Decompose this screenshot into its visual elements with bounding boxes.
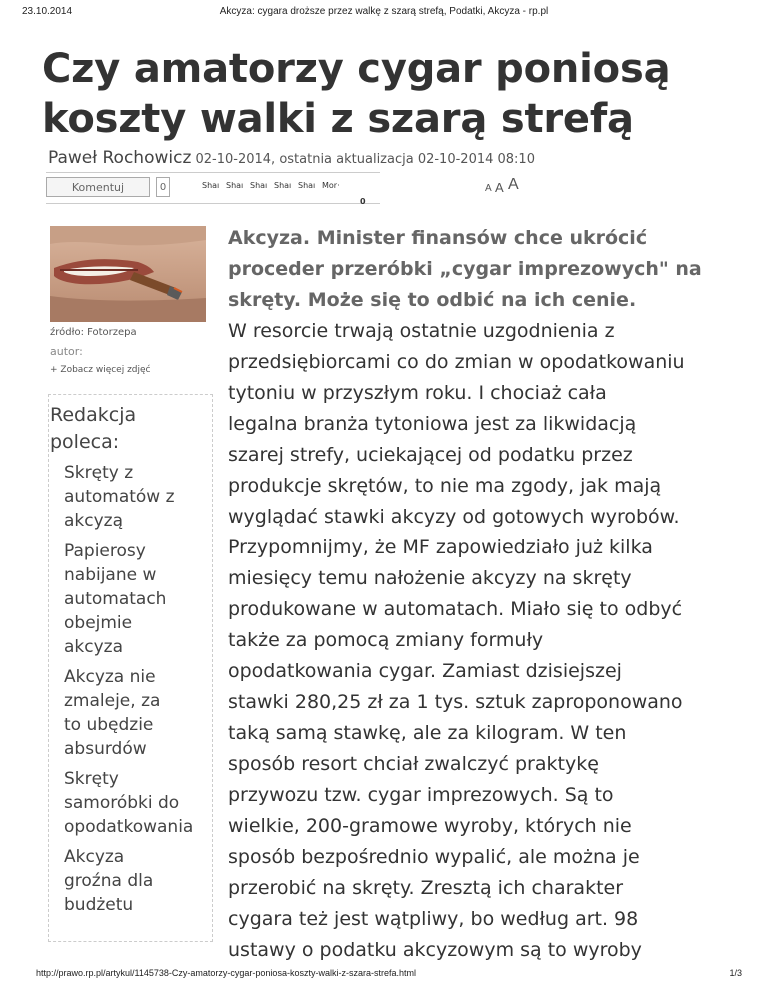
recommended-link[interactable]: Skręty z automatów z akcyzą	[64, 463, 175, 531]
comment-button[interactable]: Komentuj	[46, 177, 150, 197]
article-title-line: koszty walki z szarą strefą	[42, 96, 634, 142]
more-share-button[interactable]: Mor·	[322, 181, 340, 190]
toolbar-divider	[46, 172, 380, 173]
print-url: http://prawo.rp.pl/artykul/1145738-Czy-amatorzy-cygar-poniosa-koszty-walki-z-szara-strefa.html	[36, 968, 416, 978]
photo-source: źródło: Fotorzepa	[50, 327, 137, 338]
article-title	[42, 44, 742, 144]
toolbar-divider	[46, 203, 380, 204]
print-page-title: Akcyza: cygara droższe przez walkę z szarą strefą, Podatki, Akcyza - rp.pl	[219, 6, 549, 17]
recommended-list	[64, 461, 193, 923]
share-button[interactable]: Shaı	[250, 181, 268, 190]
article-title-line: Czy amatorzy cygar poniosą	[42, 46, 671, 92]
print-page-number: 1/3	[729, 968, 742, 978]
share-button[interactable]: Shaı	[274, 181, 292, 190]
font-size-small-button[interactable]: A	[485, 183, 492, 194]
article-lead: Akcyza. Minister finansów chce ukrócić proceder przeróbki „cygar imprezowych" na skręty. Może się to odbić na ich cenie.	[228, 227, 702, 311]
share-button[interactable]: Shaı	[298, 181, 316, 190]
photo-author-label: autor:	[50, 345, 83, 358]
share-count: 0	[360, 197, 366, 206]
article-photo[interactable]	[50, 226, 206, 322]
recommended-link[interactable]: Akcyza nie zmaleje, za to ubędzie absurdów	[64, 667, 161, 759]
recommended-title: Redakcja poleca:	[50, 404, 137, 453]
smoking-man-image	[50, 226, 206, 322]
article-paragraph: W resorcie trwają ostatnie uzgodnienia z przedsiębiorcami co do zmian w opodatkowaniu tytoniu w przyszłym roku. I chociaż cała legalna branża tytoniowa jest za likwidacją szarej strefy, uciekającej od podatku przez produkcje skrętów, to nie ma zgody, jak mają wyglądać stawki akcyzy od gotowych wyrobów.	[228, 320, 685, 528]
article-dates: 02-10-2014, ostatnia aktualizacja 02-10-2014 08:10	[191, 152, 535, 167]
byline	[48, 148, 535, 168]
comment-count[interactable]: 0	[156, 177, 170, 197]
font-size-medium-button[interactable]: A	[495, 180, 504, 195]
article-paragraph: Przypomnijmy, że MF zapowiedziało już kilka miesięcy temu nałożenie akcyzy na skręty produkowane w automatach. Miało się to odbyć także za pomocą zmiany formuły opodatkowania cygar. Zamiast dzisiejszej stawki 280,25 zł za 1 tys. sztuk zaproponowano taką samą stawkę, ale za kilogram. W ten sposób resort chciał zwalczyć praktykę przywozu tzw. cygar imprezowych. Są to wielkie, 200-gramowe wyroby, których nie sposób bezpośrednio wypalić, ale można je przerobić na skręty. Zresztą ich charakter cygara też jest wątpliwy, bo według art. 98 ustawy o podatku akcyzowym są to wyroby	[228, 536, 683, 961]
share-button[interactable]: Shaı	[226, 181, 244, 190]
author-name[interactable]: Paweł Rochowicz	[48, 148, 192, 168]
print-date: 23.10.2014	[22, 6, 73, 17]
font-size-large-button[interactable]: A	[508, 176, 519, 193]
share-button[interactable]: Shaı	[202, 181, 220, 190]
recommended-link[interactable]: Skręty samoróbki do opodatkowania	[64, 769, 194, 837]
recommended-link[interactable]: Akcyza groźna dla budżetu	[64, 847, 154, 915]
more-photos-link[interactable]: + Zobacz więcej zdjęć	[50, 365, 151, 375]
recommended-link[interactable]: Papierosy nabijane w automatach obejmie akcyza	[64, 541, 167, 657]
